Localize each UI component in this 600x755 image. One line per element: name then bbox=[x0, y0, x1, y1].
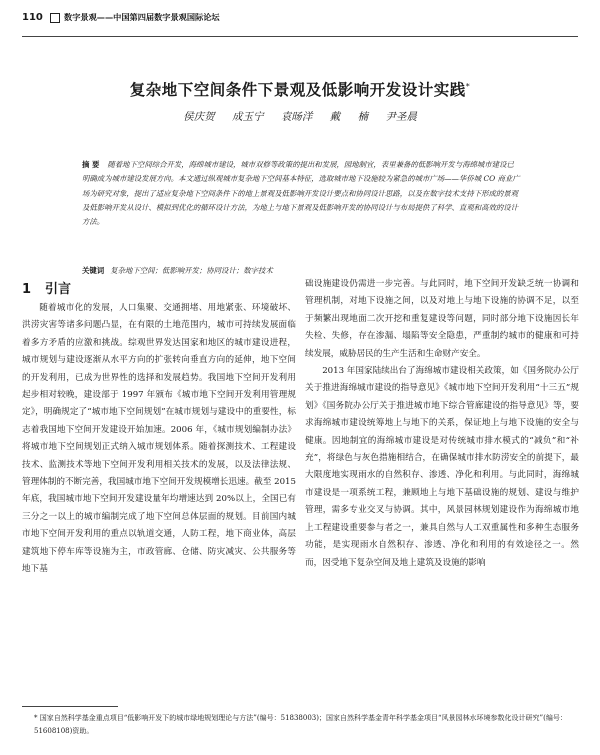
keywords-label: 关键词 bbox=[82, 266, 105, 275]
page-header bbox=[22, 12, 578, 26]
running-title: 数字景观——中国第四届数字景观国际论坛 bbox=[64, 12, 220, 22]
paragraph: 随着城市化的发展，人口集聚、交通拥堵、用地紧张、环境破坏、洪涝灾害等诸多问题凸显，在有限的土地范围内，城市可持续发展面临着多方矛盾的应激和挑战。综观世界发达国家和地区的城市建设进程，城市规划与建设逐渐从水平方向的扩张转向垂直方向的延伸，地下空间的开发利用，已成为世界性的选择和发展趋势。我国地下空间开发利用起步相对较晚，建设部于 1997 年颁布《城市地下空间开发利用管理规定》，明确规定了“城市地下空间规划”在城市规划与建设中的重要性，标志着我国地下空间开发建设开始加速。2006 年，《城市规划编制办法》将城市地下空间规划正式纳入城市规划体系。随着探测技术、工程建设技术、监测技术等地下空间开发利用相关技术的发展，以及法律法规、管理体制的不断完善，我国城市地下空间开发规模增长迅速。截至 2015 年底，我国城市地下空间开发建设量年均增速达到 20%以上，全国已有三分之一以上的城市编制完成了地下空间总体层面的规划。目前国内城市地下空间开发利用的重点以轨道交通，人防工程，地下商业体，高层建筑地下停车库等设施为主，市政管廊、仓储、防灾减灾、公共服务等地下基 bbox=[22, 303, 296, 575]
abstract bbox=[82, 158, 520, 229]
keywords-text: 复杂地下空间；低影响开发；协同设计；数字技术 bbox=[110, 266, 273, 275]
section-number: 1 bbox=[22, 282, 32, 297]
section-title: 引言 bbox=[45, 282, 72, 297]
paragraph: 2013 年国家陆续出台了海绵城市建设相关政策，如《国务院办公厅关于推进海绵城市建设的指导意见》《城市地下空间开发利用“十三五”规划》《国务院办公厅关于推进城市地下综合管廊建设的指导意见》等，要求海绵城市建设统筹地上与地下的关系，保证地上与地下设施的安全与健康。因地制宜的海绵城市建设是对传统城市排水模式的“减负”和“补充”，将绿色与灰色措施相结合，在确保城市排水防涝安全的前提下，最大限度地实现雨水的自然积存、渗透、净化和利用。与此同时，海绵城市建设是一项系统工程，兼顾地上与地下基础设施的规划、建设与维护管理，需多专业交叉与协调。其中，风景园林规划建设作为海绵城市地上工程建设重要参与者之一，兼具自然与人工双重属性和多种生态服务功能，是实现雨水自然积存、渗透、净化和利用的有效途径之一。然而，因受地下复杂空间及地上建筑及设施的影响 bbox=[305, 366, 579, 568]
footnote: * 国家自然科学基金重点项目“低影响开发下的城市绿地规划理论与方法”(编号：51838003)；国家自然科学基金青年科学基金项目“风景园林水环境参数化设计研究”(编号：51608108)资助。 bbox=[34, 714, 567, 735]
abstract-text: 随着地下空间综合开发，海绵城市建设，城市双修等政策的提出和发展，园地制宜，表里兼备的低影响开发与海绵城市建设已明确成为城市建设发展方向。本文通过纵观城市复杂地下空间基本特征，选取城市地下设施较为紧急的城市广场——华侨城 CO 商业广场为研究对象，提出了适应复杂地下空间条件下的地上景观及低影响开发设计要点和协同设计思路，以及在数字技术支持下形成的景观及低影响开发从设计、模拟到优化的循环设计方法，为地上与地下景观及低影响开发的协同设计与布局提供了科学、直观和高效的设计方法。 bbox=[82, 160, 520, 227]
left-column bbox=[22, 280, 296, 579]
paper-title-text: 复杂地下空间条件下景观及低影响开发设计实践 bbox=[129, 81, 466, 99]
author-list: 侯庆贺 成玉宁 袁旸洋 戴 楠 尹圣晨 bbox=[183, 111, 417, 123]
header-rule bbox=[22, 36, 578, 37]
right-column bbox=[305, 276, 579, 572]
header-square-icon bbox=[50, 13, 60, 23]
paper-title bbox=[22, 78, 578, 100]
abstract-label: 摘 要 bbox=[82, 160, 100, 169]
footnote-rule bbox=[22, 706, 118, 707]
title-footnote-marker: * bbox=[465, 81, 471, 91]
section-heading bbox=[22, 280, 296, 300]
page-number: 110 bbox=[22, 12, 43, 23]
paragraph-continued: 础设施建设仍需进一步完善。与此同时，地下空间开发缺乏统一协调和管理机制，对地下设施之间，以及对地上与地下设施的协调不足，以至于频繁出现地面二次开挖和重复建设等问题，同时部分地下设施因长年失检、失修，存在渗漏、塌陷等安全隐患，严重制约城市的健康和可持续发展，威胁居民的生产生活和生命财产安全。 bbox=[305, 279, 579, 359]
